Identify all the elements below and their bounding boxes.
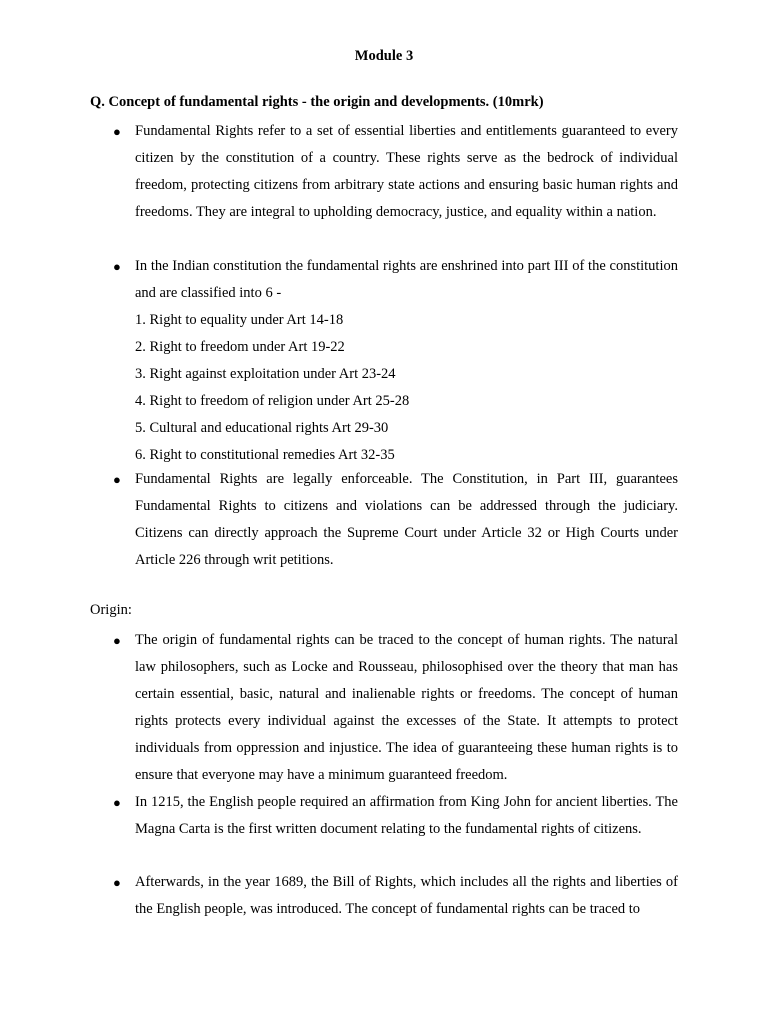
- rights-list: [90, 307, 678, 469]
- origin-bullet-block-2: [90, 789, 678, 843]
- bullet-block-1: [90, 118, 678, 226]
- module-title: Module 3: [354, 48, 414, 64]
- bullet-item: [90, 466, 678, 574]
- bullet-icon: ●: [113, 259, 121, 274]
- bullet-text: The origin of fundamental rights can be traced to the concept of human rights. The natural law philosophers, such as Locke and Rousseau, philosophised over the theory that man has certain essential, basic, natural and inalienable rights or freedoms. The concept of human rights protects every individual against the excesses of the State. It attempts to protect individuals from oppression and injustice. The idea of guaranteeing these human rights is to ensure that everyone may have a minimum guaranteed freedom.: [135, 632, 678, 783]
- origin-bullet-block-3: [90, 869, 678, 923]
- bullet-item: [90, 789, 678, 843]
- bullet-item: [90, 118, 678, 226]
- bullet-item: [90, 253, 678, 307]
- bullet-text: In 1215, the English people required an affirmation from King John for ancient liberties. The Magna Carta is the first written document relating to the fundamental rights of citizens.: [135, 794, 678, 837]
- bullet-icon: ●: [113, 875, 121, 890]
- bullet-text: In the Indian constitution the fundamental rights are enshrined into part III of the constitution and are classified into 6 -: [135, 258, 678, 301]
- bullet-icon: ●: [113, 472, 121, 487]
- rights-list-item: 6. Right to constitutional remedies Art 32-35: [135, 447, 395, 463]
- rights-list-item: 5. Cultural and educational rights Art 29-30: [135, 420, 389, 436]
- bullet-block-3: [90, 466, 678, 574]
- bullet-text: Fundamental Rights refer to a set of essential liberties and entitlements guaranteed to every citizen by the constitution of a country. These rights serve as the bedrock of individual freedom, protecting citizens from arbitrary state actions and ensuring basic human rights and freedoms. They are integral to upholding democracy, justice, and equality within a nation.: [135, 123, 678, 220]
- bullet-block-2: [90, 253, 678, 469]
- rights-list-item: 2. Right to freedom under Art 19-22: [135, 339, 345, 355]
- bullet-icon: ●: [113, 124, 121, 139]
- rights-list-item: 3. Right against exploitation under Art 23-24: [135, 366, 396, 382]
- question-heading: Q. Concept of fundamental rights - the origin and developments. (10mrk): [90, 94, 544, 110]
- bullet-item: [90, 869, 678, 923]
- bullet-item: [90, 627, 678, 789]
- bullet-icon: ●: [113, 633, 121, 648]
- origin-heading: Origin:: [90, 602, 132, 618]
- origin-bullet-block-1: [90, 627, 678, 789]
- bullet-text: Fundamental Rights are legally enforceable. The Constitution, in Part III, guarantees Fundamental Rights to citizens and violations can be addressed through the judiciary. Citizens can directly approach the Supreme Court under Article 32 or High Courts under Article 226 through writ petitions.: [135, 471, 678, 568]
- rights-list-item: 4. Right to freedom of religion under Art 25-28: [135, 393, 410, 409]
- bullet-text: Afterwards, in the year 1689, the Bill of Rights, which includes all the rights and liberties of the English people, was introduced. The concept of fundamental rights can be traced to: [135, 874, 678, 917]
- rights-list-item: 1. Right to equality under Art 14-18: [135, 312, 344, 328]
- bullet-icon: ●: [113, 795, 121, 810]
